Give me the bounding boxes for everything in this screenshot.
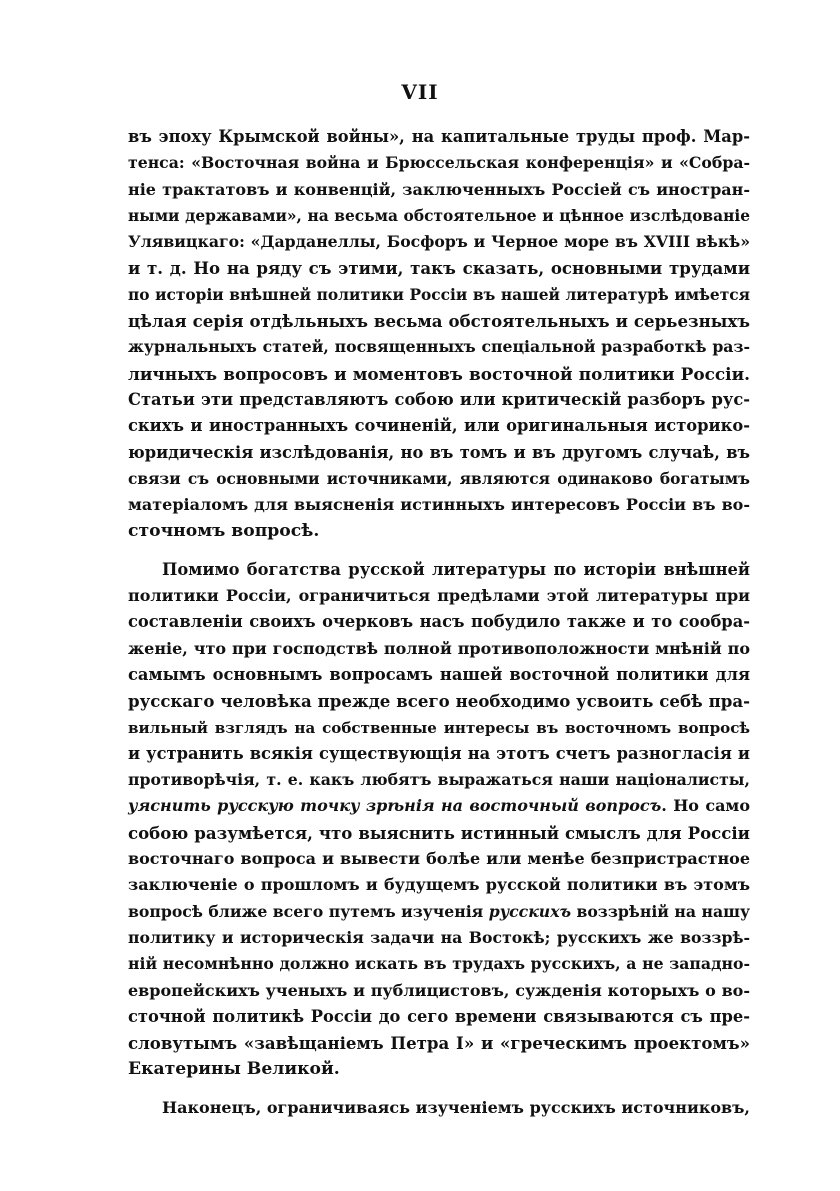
text-line: цѣлая серія отдѣльныхъ весьма обстоятельныхъ и серьезныхъ xyxy=(128,311,750,332)
text-line: словутымъ «завѣщаніемъ Петра I» и «греческимъ проектомъ» xyxy=(128,1033,750,1054)
text-line-italic-phrase: уяснить русскую точку зрѣнія на восточный вопросъ. Но само xyxy=(128,796,751,816)
text-line: скихъ и иностранныхъ сочиненій, или оригинальныя историко- xyxy=(128,416,750,436)
text-line: женіе, что при господствѣ полной противоположности мнѣній по xyxy=(128,638,750,658)
body-text xyxy=(128,124,750,1121)
text-line: сточной политикѣ Россіи до сего времени связываются съ пре- xyxy=(128,1006,750,1026)
text-line: политику и историческія задачи на Востокѣ; русскихъ же воззрѣ- xyxy=(128,927,750,947)
text-line: заключеніе о прошломъ и будущемъ русской политики въ этомъ xyxy=(128,875,750,895)
text-line: тенса: «Восточная война и Брюссельская конференція» и «Собра- xyxy=(128,153,750,173)
text-line: въ эпоху Крымской войны», на капитальные труды проф. Мар- xyxy=(128,127,750,146)
text-line: Помимо богатства русской литературы по исторіи внѣшней xyxy=(162,559,750,579)
text-line: Статьи эти представляютъ собою или критическій разборъ рус- xyxy=(128,389,750,409)
text-line: политики Россіи, ограничиться предѣлами этой литературы при xyxy=(128,586,750,606)
text-line: личныхъ вопросовъ и моментовъ восточной политики Россіи. xyxy=(128,363,750,384)
text-line: русскаго человѣка прежде всего необходимо усвоить себѣ пра- xyxy=(128,691,750,712)
text-line: ній несомнѣнно должно искать въ трудахъ русскихъ, а не западно- xyxy=(128,954,750,974)
text-line: восточнаго вопроса и вывести болѣе или менѣе безпристрастное xyxy=(128,849,750,869)
text-line: противорѣчія, т. е. какъ любятъ выражаться наши націоналисты, xyxy=(128,770,750,790)
text-line: сточномъ вопросѣ. xyxy=(128,521,320,542)
text-line: и т. д. Но на ряду съ этими, такъ сказать, основными трудами xyxy=(128,258,750,279)
text-line: вильный взглядъ на собственные интересы въ восточномъ вопросѣ xyxy=(128,718,750,737)
text-line: и устранить всякія существующія на этотъ счетъ разногласія и xyxy=(128,743,750,763)
text-line: юридическія изслѣдованія, но въ томъ и въ другомъ случаѣ, въ xyxy=(128,442,750,462)
text-line: Наконецъ, ограничиваясь изученіемъ русскихъ источниковъ, xyxy=(162,1097,750,1117)
text-line: журнальныхъ статей, посвященныхъ спеціальной разработкѣ раз- xyxy=(128,337,750,357)
text-line: европейскихъ ученыхъ и публицистовъ, сужденія которыхъ о во- xyxy=(128,980,750,1000)
text-line: собою разумѣется, что выяснить истинный смыслъ для Россіи xyxy=(128,822,750,843)
text-line: по исторіи внѣшней политики Россіи въ нашей литературѣ имѣется xyxy=(128,285,750,304)
text-line: Екатерины Великой. xyxy=(128,1059,340,1080)
text-line: составленіи своихъ очерковъ насъ побудило также и то сообра- xyxy=(128,612,750,632)
text-line: самымъ основнымъ вопросамъ нашей восточной политики для xyxy=(128,664,750,684)
text-line: ніе трактатовъ и конвенцій, заключенныхъ Россіей съ иностран- xyxy=(128,179,750,199)
page-number: VII xyxy=(401,80,439,104)
paragraph-2 xyxy=(128,557,750,1083)
text-line: ными державами», на весьма обстоятельное и цѣнное изслѣдованіе xyxy=(128,206,750,225)
text-line: матеріаломъ для выясненія истинныхъ интересовъ Россіи въ во- xyxy=(128,495,750,515)
text-line: связи съ основными источниками, являются одинаково богатымъ xyxy=(128,469,750,488)
text-line: Улявицкаго: «Дарданеллы, Босфоръ и Черное море въ XVIII вѣкѣ» xyxy=(128,232,750,252)
paragraph-1 xyxy=(128,124,750,545)
text-line: вопросѣ ближе всего путемъ изученія русскихъ воззрѣній на нашу xyxy=(128,901,751,921)
paragraph-3 xyxy=(128,1095,750,1121)
